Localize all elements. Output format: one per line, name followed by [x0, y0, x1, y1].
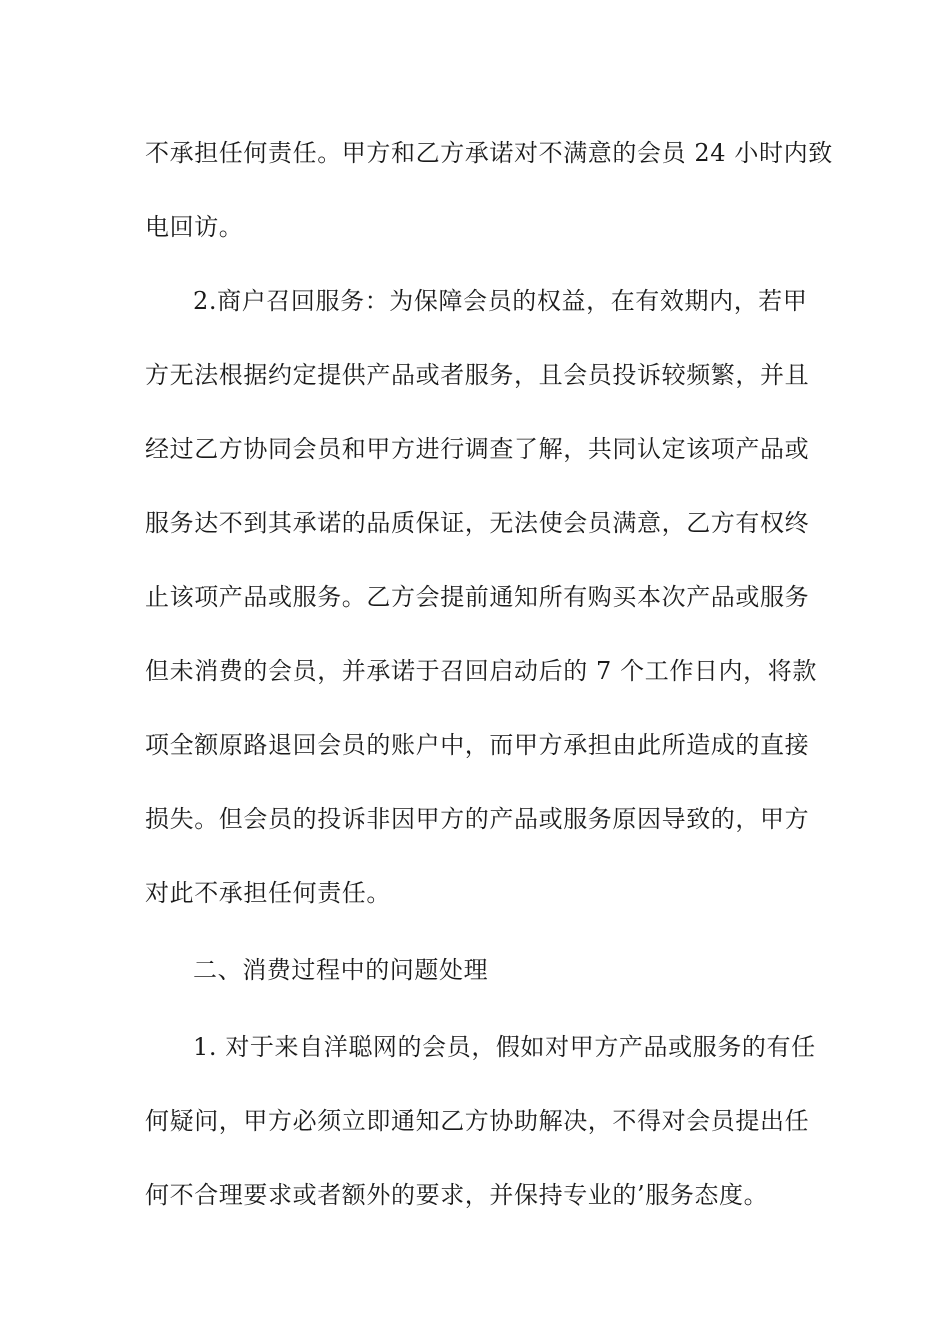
paragraph-line: 服务达不到其承诺的品质保证，无法使会员满意，乙方有权终: [145, 509, 810, 537]
paragraph-line: 方无法根据约定提供产品或者服务，且会员投诉较频繁，并且: [145, 361, 810, 389]
paragraph-line: 止该项产品或服务。乙方会提前通知所有购买本次产品或服务: [145, 583, 810, 611]
paragraph-line: 2.商户召回服务：为保障会员的权益，在有效期内，若甲: [193, 287, 808, 315]
paragraph-line: 项全额原路退回会员的账户中，而甲方承担由此所造成的直接: [145, 731, 810, 759]
paragraph-line: 对此不承担任何责任。: [145, 879, 391, 907]
paragraph-line: 损失。但会员的投诉非因甲方的产品或服务原因导致的，甲方: [145, 805, 810, 833]
paragraph-line: 但未消费的会员，并承诺于召回启动后的 7 个工作日内，将款: [145, 657, 817, 685]
paragraph-line: 何不合理要求或者额外的要求，并保持专业的’服务态度。: [145, 1181, 769, 1209]
section-heading: 二、消费过程中的问题处理: [193, 956, 489, 984]
paragraph-line: 电回访。: [145, 213, 244, 241]
paragraph-line: 不承担任何责任。甲方和乙方承诺对不满意的会员 24 小时内致: [145, 139, 833, 167]
paragraph-line: 何疑问，甲方必须立即通知乙方协助解决，不得对会员提出任: [145, 1107, 810, 1135]
paragraph-line: 经过乙方协同会员和甲方进行调查了解，共同认定该项产品或: [145, 435, 810, 463]
paragraph-line: 1. 对于来自洋聪网的会员，假如对甲方产品或服务的有任: [193, 1033, 816, 1061]
